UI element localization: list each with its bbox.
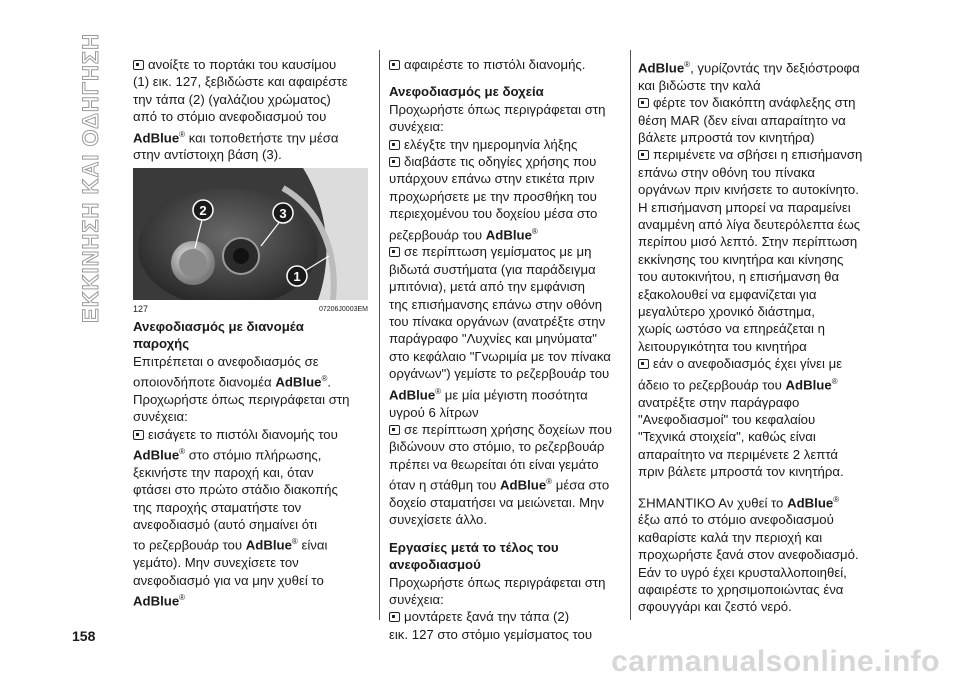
bullet-item: περιμένετε να σβήσει η επισήμανση [638,146,883,163]
important-note: ΣΗΜΑΝΤΙΚΟ Αν χυθεί το AdBlue® [638,494,840,510]
bullet-icon [389,247,400,257]
bullet-icon [638,359,649,369]
section-heading: Εργασίες μετά το τέλος του [389,539,559,555]
bullet-item: εάν ο ανεφοδιασμός έχει γίνει με [638,355,883,372]
bullet-icon [389,425,400,435]
callout-2: 2 [199,202,207,218]
bullet-icon [389,140,400,150]
callout-3: 3 [279,205,287,221]
page-number: 158 [72,628,96,644]
bullet-item: σε περίπτωση χρήσης δοχείων που [389,421,625,438]
bullet-item: εισάγετε το πιστόλι διανομής του [133,426,368,443]
column-3: AdBlue®, γυρίζοντάς την δεξιόστροφα και βιδώστε την καλά φέρτε τον διακόπτη ανάφλεξης στη θέση MAR (δεν είναι απαραίτητο να βάλετε μπροστά τον κινητήρα) περιμένετε να σβήσει η επισήμανση επάνω στην οθόνη του πίνακα οργάνων πριν κινήσετε το αυτοκίνητο. Η επισήμανση μπορεί να παραμείνει αναμμένη από λίγα δευτερόλεπτα έως περίπου μισό λεπτό. Στην περίπτωση εκκίνησης του κινητήρα και κίνησης του αυτοκινήτου, η επισήμανση θα εξακολουθεί να εμφανίζεται για μεγαλύτερο χρονικό διάστημα, χωρίς ωστόσο να επηρεάζεται η λειτουργικότητα του κινητήρα εάν ο ανεφοδιασμός έχει γίνει με άδειο το ρεζερβουάρ του AdBlue® ανατρέξτε στην παράγραφο "Ανεφοδιασμοί" του κεφαλαίου "Τεχνικά στοιχεία", καθώς είναι απαραίτητο να περιμένετε 2 λεπτά πριν βάλετε μπροστά τον κινητήρα. ΣΗΜΑΝΤΙΚΟ Αν χυθεί το AdBlue® έξω από το στόμιο ανεφοδιασμού καθαρίστε καλά την περιοχή και προχωρήστε ξανά στον ανεφοδιασμό. Εάν το υγρό έχει κρυσταλλοποιηθεί, αφαιρέστε το χρησιμοποιώντας ένα σφουγγάρι και ζεστό νερό. [638,56,883,616]
bullet-icon [389,612,400,622]
bullet-item: σε περίπτωση γεμίσματος με μη [389,243,625,260]
column-2: αφαιρέστε το πιστόλι διανομής. Ανεφοδιασμός με δοχεία Προχωρήστε όπως περιγράφεται στη συνέχεια: ελέγξτε την ημερομηνία λήξης διαβάστε τις οδηγίες χρήσης που υπάρχουν επάνω στην ετικέτα πριν προχωρήσετε με την προσθήκη του περιεχομένου του δοχείου μέσα στο ρεζερβουάρ του AdBlue® σε περίπτωση γεμίσματος με μη βιδωτά συστήματα (για παράδειγμα μπιτόνια), μετά από την εμφάνιση της επισήμανσης επάνω στην οθόνη του πίνακα οργάνων (ανατρέξτε στην παράγραφο "Λυχνίες και μηνύματα" στο κεφάλαιο "Γνωριμία με τον πίνακα οργάνων") γεμίστε το ρεζερβουάρ του AdBlue® με μία μέγιστη ποσότητα υγρού 6 λίτρων σε περίπτωση χρήσης δοχείων που βιδώνουν στο στόμιο, το ρεζερβουάρ πρέπει να θεωρείται ότι είναι γεμάτο όταν η στάθμη του AdBlue® μέσα στο δοχείο σταματήσει να μειώνεται. Μην συνεχίσετε άλλο. Εργασίες μετά το τέλος του ανεφοδιασμού Προχωρήστε όπως περιγράφεται στη συνέχεια: μοντάρετε ξανά την τάπα (2) εικ. 127 στο στόμιο γεμίσματος του [389,56,625,643]
bullet-item: ανοίξτε το πορτάκι του καυσίμου [133,56,368,73]
bullet-item: ελέγξτε την ημερομηνία λήξης [389,136,625,153]
bullet-icon [389,157,400,167]
bullet-icon [638,98,649,108]
fuel-cap-illustration [133,168,368,300]
figure-caption: 127 07206J0003EM [133,303,368,314]
section-tab: ΕΚΚΙΝΗΣΗ ΚΑΙ ΟΔΗΓΗΣΗ [78,33,103,323]
bullet-item: μοντάρετε ξανά την τάπα (2) [389,608,625,625]
bullet-item: φέρτε τον διακόπτη ανάφλεξης στη [638,94,883,111]
bullet-icon [133,60,144,70]
bullet-item: αφαιρέστε το πιστόλι διανομής. [389,56,625,73]
bullet-item: διαβάστε τις οδηγίες χρήσης που [389,153,625,170]
column-divider [630,50,631,620]
bullet-icon [133,430,144,440]
bullet-icon [389,60,400,70]
section-heading: Ανεφοδιασμός με δοχεία [389,84,544,100]
callout-1: 1 [293,268,301,284]
section-heading: Ανεφοδιασμός με διανομέα [133,318,304,334]
column-divider [379,50,380,620]
figure-127 [133,168,368,314]
bullet-icon [638,150,649,160]
column-1: ανοίξτε το πορτάκι του καυσίμου (1) εικ. 127, ξεβιδώστε και αφαιρέστε την τάπα (2) (γαλάζιου χρώματος) από το στόμιο ανεφοδιασμού του AdBlue® και τοποθετήστε την μέσα στην αντίστοιχη βάση (3). 2 3 1 127 07206J0003EM Ανεφοδιασμός με διανομέα παροχής Επιτρέπεται ο ανεφοδιασμός σε οποιονδήποτε διανομέα AdBlue®. Προχωρήστε όπως περιγράφεται στη συνέχεια: εισάγετε το πιστόλι διανομής του AdBlue® στο στόμιο πλήρωσης, ξεκινήστε την παροχή και, όταν φτάσει στο πρώτο στάδιο διακοπής της παροχής σταματήστε τον ανεφοδιασμό (αυτό σημαίνει ότι το ρεζερβουάρ του AdBlue® είναι γεμάτο). Μην συνεχίσετε τον ανεφοδιασμό για να μην χυθεί το AdBlue® [133,57,368,609]
watermark: carmanualsonline.info [611,645,940,678]
